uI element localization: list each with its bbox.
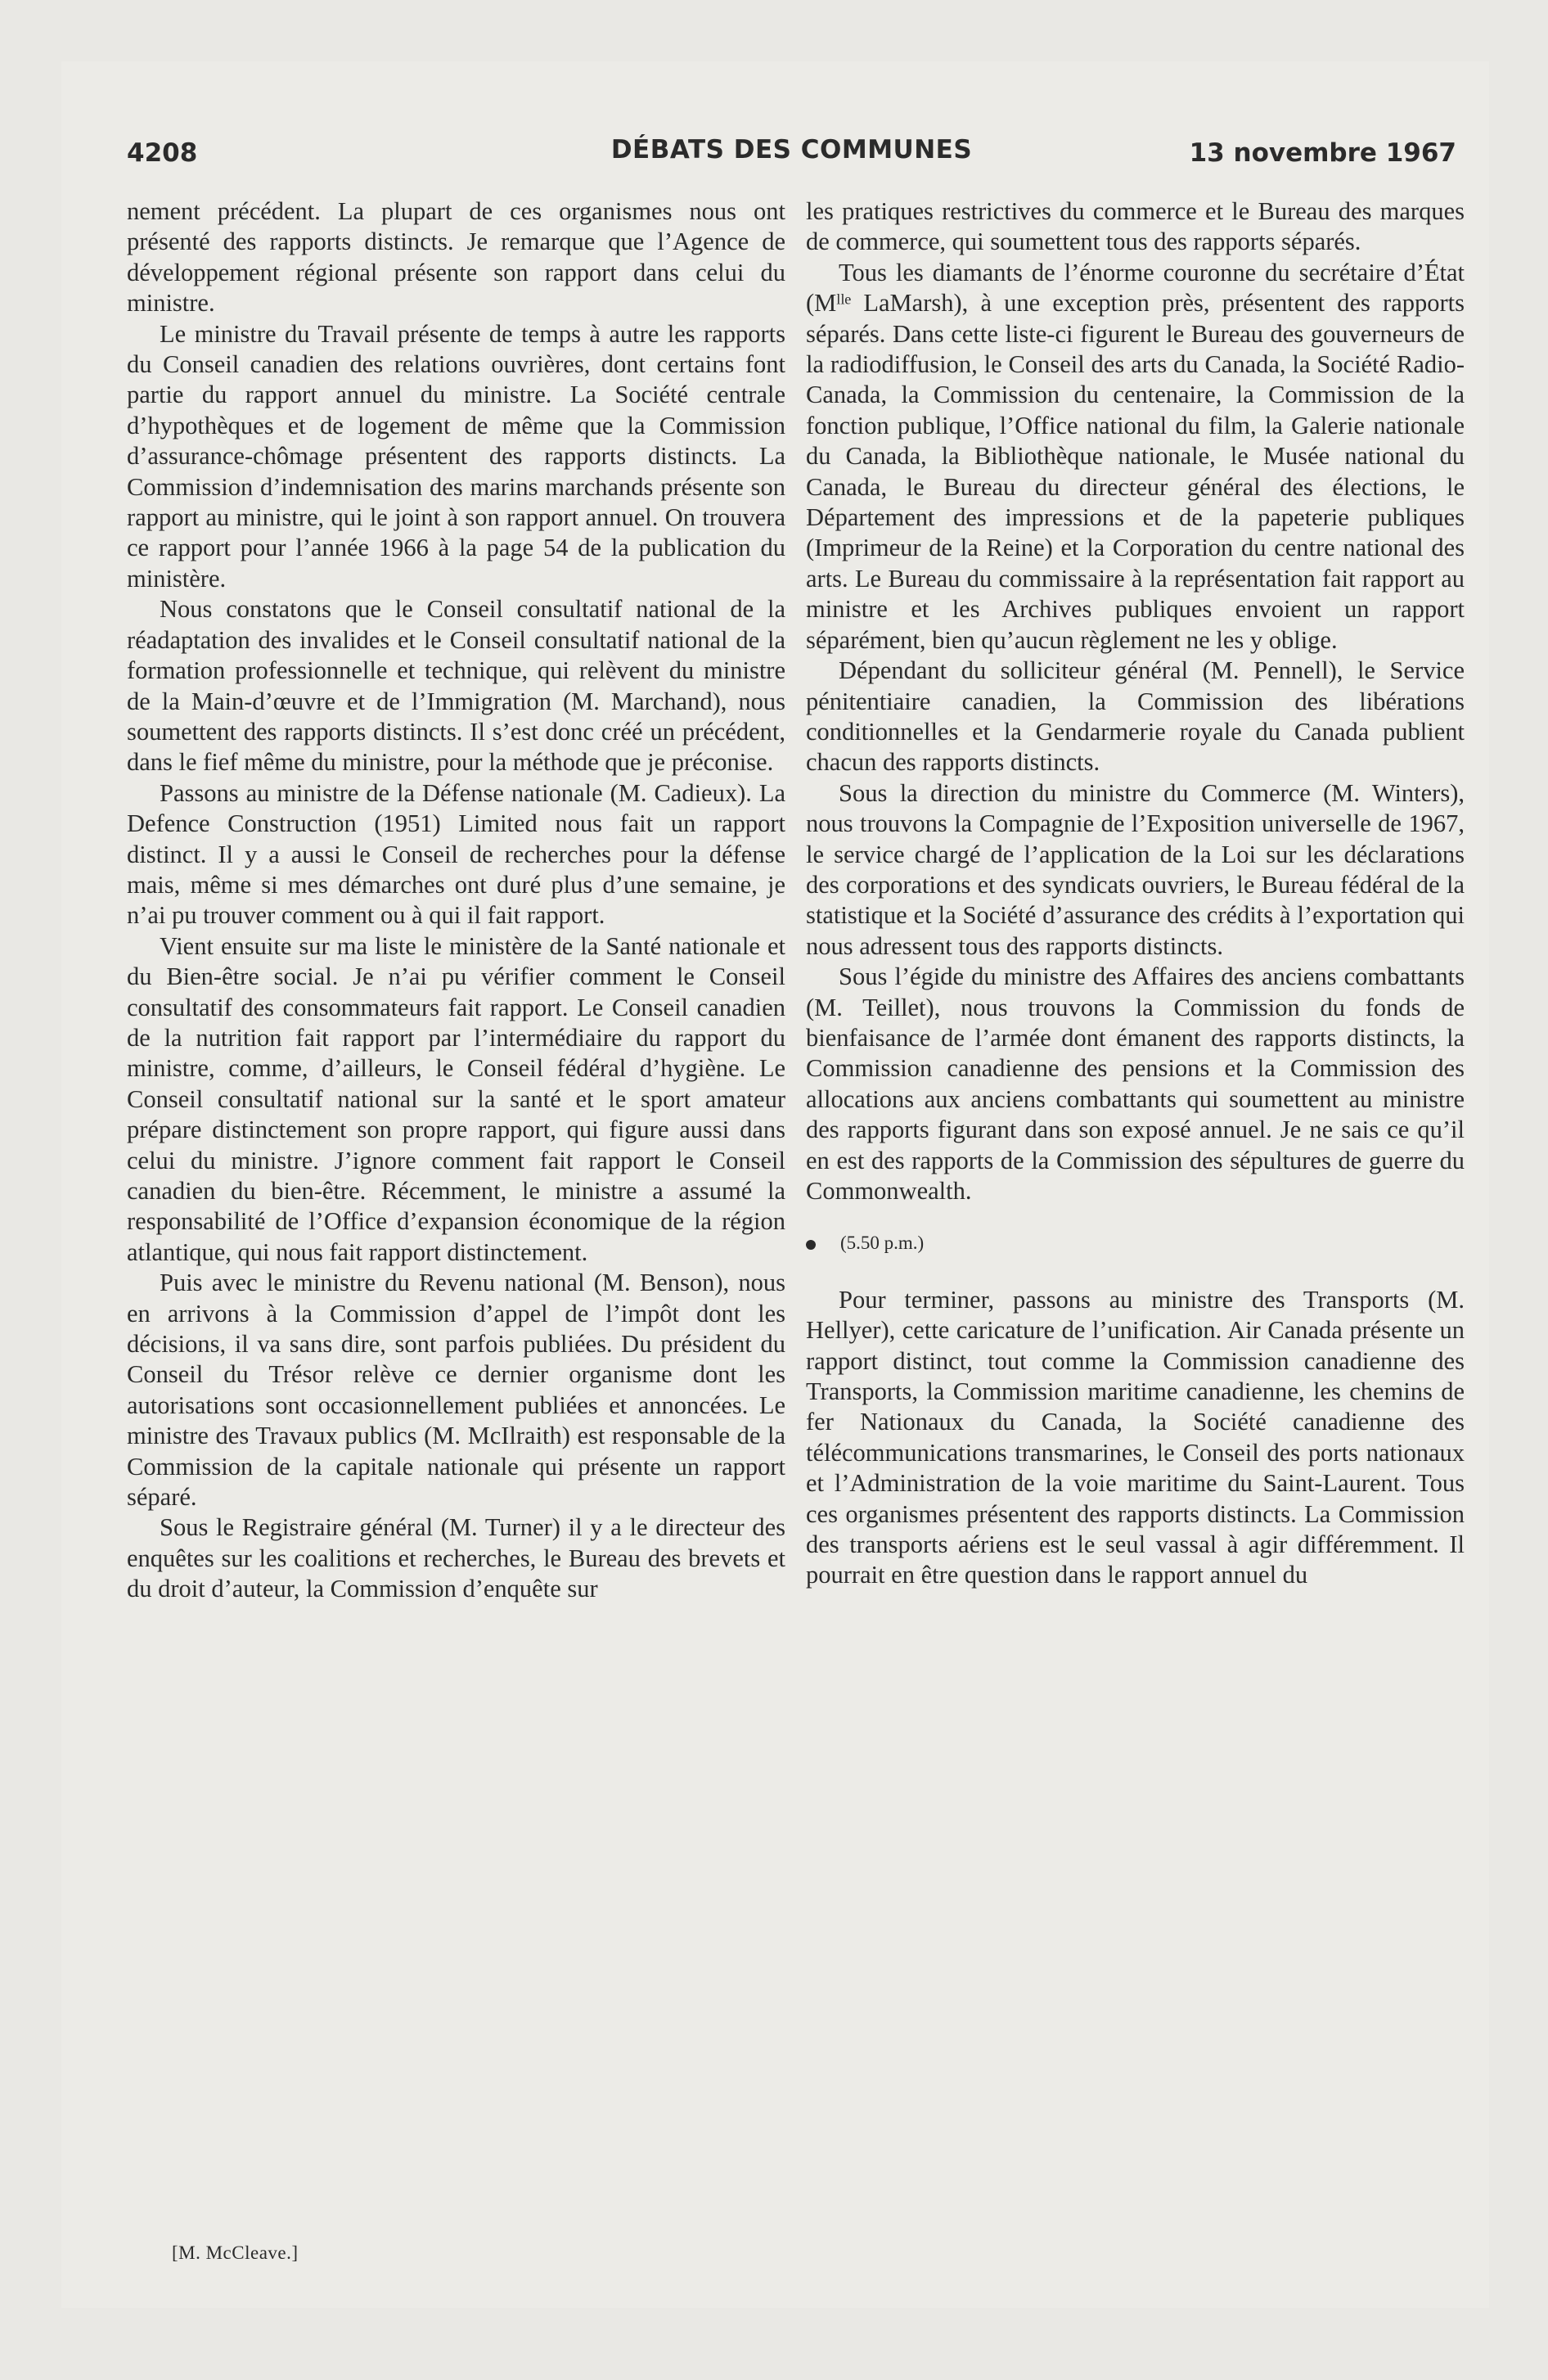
paragraph: Le ministre du Travail présente de temps à autre les rapports du Conseil canadien des relations ouvrières, dont certains font partie du rapport annuel du ministre. La Société centrale d’hypothèques et de logement de même que la Commission d’assurance-chômage présentent des rapports distincts. La Commission d’indemnisation des marins marchands présente son rapport au ministre, qui le joint à son rapport annuel. On trouvera ce rapport pour l’année 1966 à la page 54 de la publication du ministère. <box>127 319 785 593</box>
bullet-icon <box>806 1240 816 1250</box>
paragraph: Tous les diamants de l’énorme couronne du secrétaire d’État (Mˡˡᵉ LaMarsh), à une exception près, présentent des rapports séparés. Dans cette liste-ci figurent le Bureau des gouverneurs de la radiodiffusion, le Conseil des arts du Canada, la Société Radio-Canada, la Commission du centenaire, la Commission de la fonction publique, l’Office national du film, la Galerie nationale du Canada, la Bibliothèque nationale, le Musée national du Canada, le Bureau du directeur général des élections, le Département des impressions et de la papeterie publiques (Imprimeur de la Reine) et la Corporation du centre national des arts. Le Bureau du commissaire à la représentation fait rapport au ministre et les Archives publiques envoient un rapport séparément, bien qu’aucun règlement ne les y oblige. <box>806 258 1465 654</box>
header-date: 13 novembre 1967 <box>1189 138 1456 168</box>
paragraph: Dépendant du solliciteur général (M. Pennell), le Service pénitentiaire canadien, la Commission des libérations conditionnelles et la Gendarmerie royale du Canada publient chacun des rapports distincts. <box>806 656 1465 777</box>
paragraph: Pour terminer, passons au ministre des Transports (M. Hellyer), cette caricature de l’unification. Air Canada présente un rapport distinct, tout comme la Commission canadienne des Transports, la Commission maritime canadienne, les chemins de fer Nationaux du Canada, la Société canadienne des télécommunications transmarines, le Conseil des ports nationaux et l’Administration de la voie maritime du Saint-Laurent. Tous ces organismes présentent des rapports distincts. La Commission des transports aériens est le seul vassal à agir différemment. Il pourrait en être question dans le rapport annuel du <box>806 1285 1465 1589</box>
paragraph: Sous le Registraire général (M. Turner) il y a le directeur des enquêtes sur les coalitions et recherches, le Bureau des brevets et du droit d’auteur, la Commission d’enquête sur <box>127 1513 785 1603</box>
page-header <box>127 135 1456 176</box>
paragraph: Sous la direction du ministre du Commerce (M. Winters), nous trouvons la Compagnie de l’Exposition universelle de 1967, le service chargé de l’application de la Loi sur les déclarations des corporations et des syndicats ouvriers, le Bureau fédéral de la statistique et la Société d’assurance des crédits à l’exportation qui nous adressent tous des rapports distincts. <box>806 778 1465 960</box>
paragraph: Passons au ministre de la Défense nationale (M. Cadieux). La Defence Construction (1951) Limited nous fait un rapport distinct. Il y a aussi le Conseil de recherches pour la défense mais, même si mes démarches ont duré plus d’une semaine, je n’ai pu trouver comment ou à qui il fait rapport. <box>127 778 785 930</box>
left-column <box>127 196 785 1605</box>
paragraph: Vient ensuite sur ma liste le ministère de la Santé nationale et du Bien-être social. Je n’ai pu vérifier comment le Conseil consultatif des consommateurs fait rapport. Le Conseil canadien de la nutrition fait rapport par l’intermédiaire du rapport du ministre, comme, d’ailleurs, le Conseil fédéral d’hygiène. Le Conseil consultatif national sur la santé et le sport amateur prépare distinctement son propre rapport, qui figure aussi dans celui du ministre. J’ignore comment fait rapport le Conseil canadien du bien-être. Récemment, le ministre a assumé la responsabilité de l’Office d’expansion économique de la région atlantique, qui nous fait rapport distinctement. <box>127 931 785 1266</box>
paragraph: Nous constatons que le Conseil consultatif national de la réadaptation des invalides et le Conseil consultatif national de la formation professionnelle et technique, qui relèvent du ministre de la Main-d’œuvre et de l’Immigration (M. Marchand), nous soumettent des rapports distincts. Il s’est donc créé un précédent, dans le fief même du ministre, pour la méthode que je préconise. <box>127 595 785 777</box>
paragraph: Puis avec le ministre du Revenu national (M. Benson), nous en arrivons à la Commission d’appel de l’impôt dont les décisions, il va sans dire, sont parfois publiées. Du président du Conseil du Trésor relève ce dernier organisme dont les autorisations sont occasionnellement publiées et annoncées. Le ministre des Travaux publics (M. McIlraith) est responsable de la Commission de la capitale nationale qui présente un rapport séparé. <box>127 1269 785 1512</box>
running-title: DÉBATS DES COMMUNES <box>610 135 973 165</box>
timestamp-text: (5.50 p.m.) <box>840 1233 925 1254</box>
paragraph: les pratiques restrictives du commerce et le Bureau des marques de commerce, qui soumettent tous des rapports séparés. <box>806 197 1465 256</box>
paragraph: Sous l’égide du ministre des Affaires des anciens combattants (M. Teillet), nous trouvons la Commission du fonds de bienfaisance de l’armée dont émanent des rapports distincts, la Commission canadienne des pensions et la Commission des allocations aux anciens combattants qui soumettent au ministre des rapports figurant dans son exposé annuel. Je ne sais ce qu’il en est des rapports de la Commission des sépultures de guerre du Commonwealth. <box>806 962 1465 1205</box>
paragraph: nement précédent. La plupart de ces organismes nous ont présenté des rapports distincts. Je remarque que l’Agence de développement régional présente son rapport dans celui du ministre. <box>127 197 785 318</box>
speaker-note: [M. McCleave.] <box>172 2243 299 2263</box>
right-column <box>806 196 1465 1591</box>
page-number: 4208 <box>127 138 198 168</box>
timestamp <box>806 1228 1465 1258</box>
